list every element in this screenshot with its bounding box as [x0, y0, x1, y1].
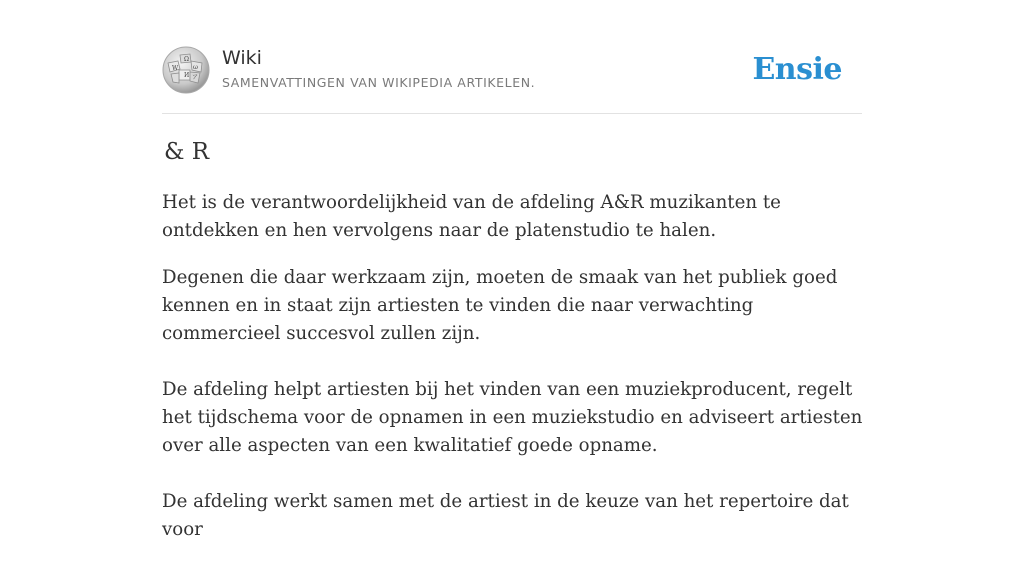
header-divider — [162, 113, 862, 114]
article-paragraph: De afdeling werkt samen met de artiest in de keuze van het repertoire dat voor — [162, 491, 849, 540]
article-paragraph: Degenen die daar werkzaam zijn, moeten de smaak van het publiek goed kennen en in staat zijn artiesten te vinden die naar verwachting commercieel succesvol zullen zijn. — [162, 267, 838, 344]
article-body — [162, 189, 872, 572]
svg-text:ア: ア — [192, 74, 199, 81]
site-header — [162, 46, 862, 96]
brand-logo[interactable]: Ensie — [752, 52, 842, 87]
svg-text:ω: ω — [193, 64, 198, 71]
site-title[interactable]: Wiki — [222, 47, 262, 69]
wikipedia-globe-icon[interactable] — [162, 46, 210, 94]
svg-text:И: И — [184, 72, 190, 79]
svg-text:Ω: Ω — [184, 56, 189, 63]
article-title: & R — [164, 139, 210, 165]
article-paragraph: Het is de verantwoordelijkheid van de afdeling A&R muzikanten te ontdekken en hen vervolgens naar de platenstudio te halen. — [162, 192, 781, 241]
article-paragraph: De afdeling helpt artiesten bij het vinden van een muziekproducent, regelt het tijdschema voor de opnamen in een muziekstudio en adviseert artiesten over alle aspecten van een kwalitatief goede opname. — [162, 379, 863, 456]
site-subtitle: SAMENVATTINGEN VAN WIKIPEDIA ARTIKELEN. — [222, 75, 536, 90]
svg-text:W: W — [172, 65, 179, 72]
